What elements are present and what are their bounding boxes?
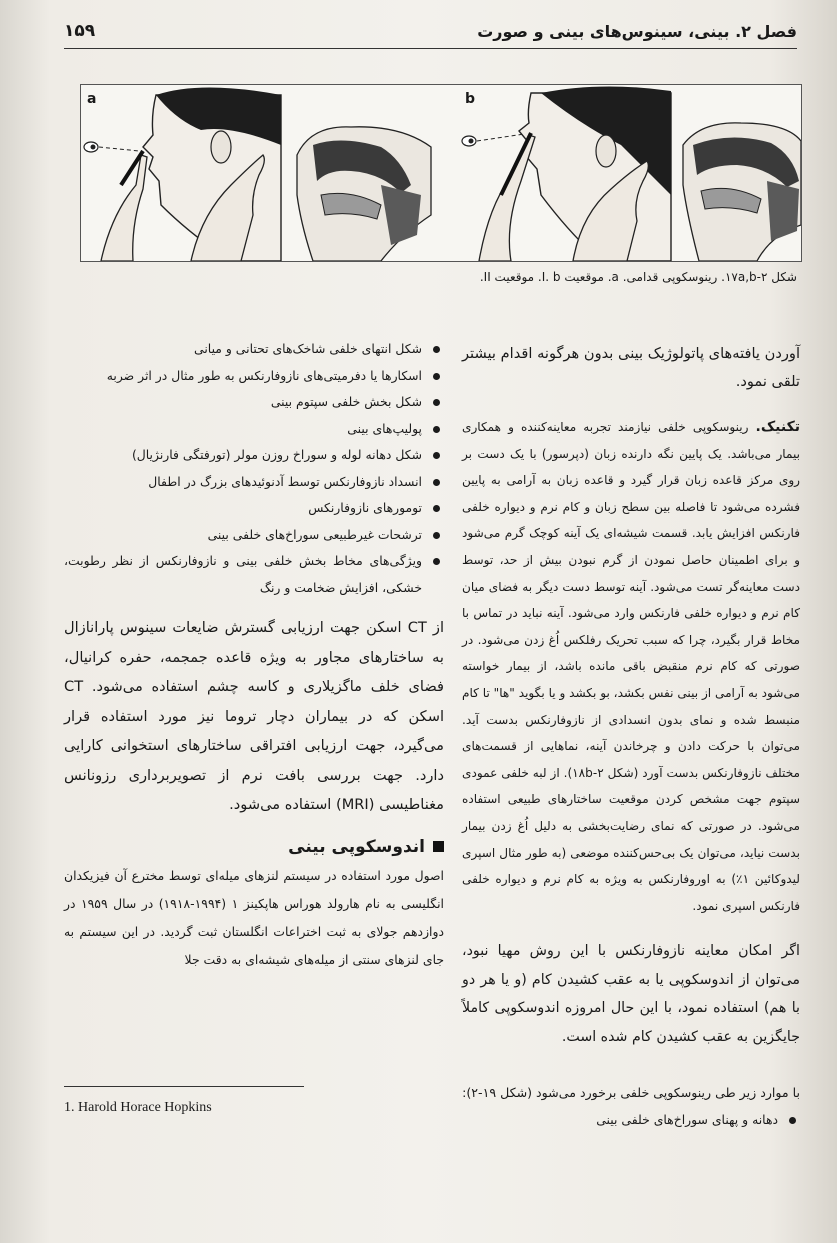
footnote: 1. Harold Horace Hopkins — [64, 1100, 212, 1115]
panel-a-drawing — [84, 88, 281, 262]
list-item: شکل انتهای خلفی شاخک‌های تحتانی و میانی — [64, 336, 444, 363]
panel-b-drawing — [462, 86, 671, 261]
list-item: شکل بخش خلفی سپتوم بینی — [64, 389, 444, 416]
list-item: شکل دهانه لوله و سوراخ روزن مولر (تورفتگی فارنژیال) — [64, 442, 444, 469]
list-item: دهانه و پهنای سوراخ‌های خلفی بینی — [462, 1107, 800, 1134]
panel-a-sagittal-section — [297, 127, 431, 261]
panel-label-b: b — [465, 91, 476, 107]
page-header — [64, 14, 797, 49]
square-bullet-icon — [433, 841, 444, 852]
endoscopy-paragraph: اصول مورد استفاده در سیستم لنزهای میله‌ای توسط مخترع آن فیزیکدان انگلیسی به نام هارولد هوراس هاپکینز ۱ (۱۹۹۴-۱۹۱۸) در سال ۱۹۵۹ در دوازدهم جولای به ثبت اختراعات انگلستان ثبت گردید. در این سیستم به جای لنزهای سنتی از میله‌های شیشه‌ای به دقت جلا — [64, 867, 444, 967]
technique-body: رینوسکوپی خلفی نیازمند تجربه معاینه‌کننده و همکاری بیمار می‌باشد. یک پایین نگه دارنده زبان (دپرسور) با یک دست بر روی مرکز قاعده زبان قرار گیرد و قاعده زبان به آرامی به پایین فشرده می‌شود تا فاصله بین سطح زبان و کام نرم و دیواره خلفی فارنکس افزایش یابد. قسمت شیشه‌ای یک آینه کوچک گرم می‌شود و برای اطمینان حاصل نمودن از گرم نبودن بیش از حد، توسط دست معاینه‌گر تست می‌شود. آینه توسط دست دیگر به فضای میان کام نرم و دیواره خلفی فارنکس وارد می‌شود. آینه نباید در تماس با مخاط قرار بگیرد، چرا که سبب تحریک رفلکس اُغ زدن می‌شود. در صورتی که کام نرم منقبض باقی مانده باشد، از بیمار خواسته می‌شود به آرامی از بینی نفس بکشد، بو بکشد و یا بگوید "ها" تا کام منبسط شده و نمای بدون انسدادی از نازوفارنکس بدست آید. می‌توان با حرکت دادن و چرخاندن آینه، نماهایی از قسمت‌های مختلف نازوفارنکس بدست آورد (شکل ۱۸b-۲). از لبه خلفی عمودی سپتوم جهت مشخص کردن موقعیت ساختارهای طبیعی استفاده می‌شود. در صورتی که نمای رضایت‌بخشی به دلیل اُغ زدن بیمار بدست نیاید، می‌توان یک بی‌حس‌کننده موضعی (به طور مثال اسپری لیدوکائین ۱٪) به اوروفارنکس به ویژه به کام نرم و دیواره خلفی فارنکس اسپری نمود. — [462, 420, 800, 913]
endoscopy-alternative-paragraph: اگر امکان معاینه نازوفارنکس با این روش مهیا نبود، می‌توان از اندوسکوپی یا به عقب کشیدن کام (و یا هر دو با هم) استفاده نمود، با این حال امروزه اندوسکوپی کاملاً جایگزین به عقب کشیدن کام شده است. — [462, 943, 800, 1045]
technique-lead: تکنیک. — [755, 419, 800, 435]
list-item: پولیپ‌های بینی — [64, 416, 444, 443]
left-bullet-list — [64, 336, 444, 601]
intro-paragraph: آوردن یافته‌های پاتولوژیک بینی بدون هرگونه اقدام بیشتر تلقی نمود. — [462, 345, 800, 390]
list-item: ترشحات غیرطبیعی سوراخ‌های خلفی بینی — [64, 522, 444, 549]
section-title: اندوسکوپی بینی — [288, 836, 425, 857]
panel-label-a: a — [87, 91, 97, 107]
technique-paragraph — [462, 414, 800, 919]
list-item: اسکارها یا دفرمیتی‌های نازوفارنکس به طور مثال در اثر ضربه — [64, 363, 444, 390]
left-column — [64, 336, 444, 974]
section-heading — [64, 832, 444, 862]
ct-paragraph: از CT اسکن جهت ارزیابی گسترش ضایعات سینوس پارانازال به ساختارهای مجاور به ویژه قاعده جمجمه، حفره کرانیال، فضای خلف ماگزیلاری و کاسه چشم استفاده می‌شود. CT اسکن که در بیماران دچار تروما نیز مورد استفاده قرار می‌گیرد، جهت ارزیابی افتراقی ساختارهای استخوانی کارایی دارد. جهت بررسی بافت نرم از تصویربرداری رزونانس مغناطیسی (MRI) استفاده می‌شود. — [64, 619, 444, 813]
list-item: ویژگی‌های مخاط بخش خلفی بینی و نازوفارنکس از نظر رطوبت، خشکی، افزایش ضخامت و رنگ — [64, 548, 444, 601]
chapter-title: فصل ۲. بینی، سینوس‌های بینی و صورت — [477, 21, 797, 41]
right-bullet-list — [462, 1107, 800, 1134]
footnote-divider — [64, 1086, 304, 1087]
page-number: ۱۵۹ — [64, 21, 96, 41]
panel-b-sagittal-section — [683, 123, 801, 261]
list-item: انسداد نازوفارنکس توسط آدنوئیدهای بزرگ در اطفال — [64, 469, 444, 496]
figure-caption: شکل ۱۷a,b-۲. رینوسکوپی قدامی. a. موقعیت I. b. موقعیت II. — [479, 270, 797, 284]
figure-rhinoscopy — [80, 84, 802, 262]
findings-intro: با موارد زیر طی رینوسکوپی خلفی برخورد می‌شود (شکل ۱۹-۲): — [462, 1085, 800, 1101]
right-column — [462, 340, 800, 1134]
figure-illustration — [81, 85, 801, 261]
list-item: تومورهای نازوفارنکس — [64, 495, 444, 522]
